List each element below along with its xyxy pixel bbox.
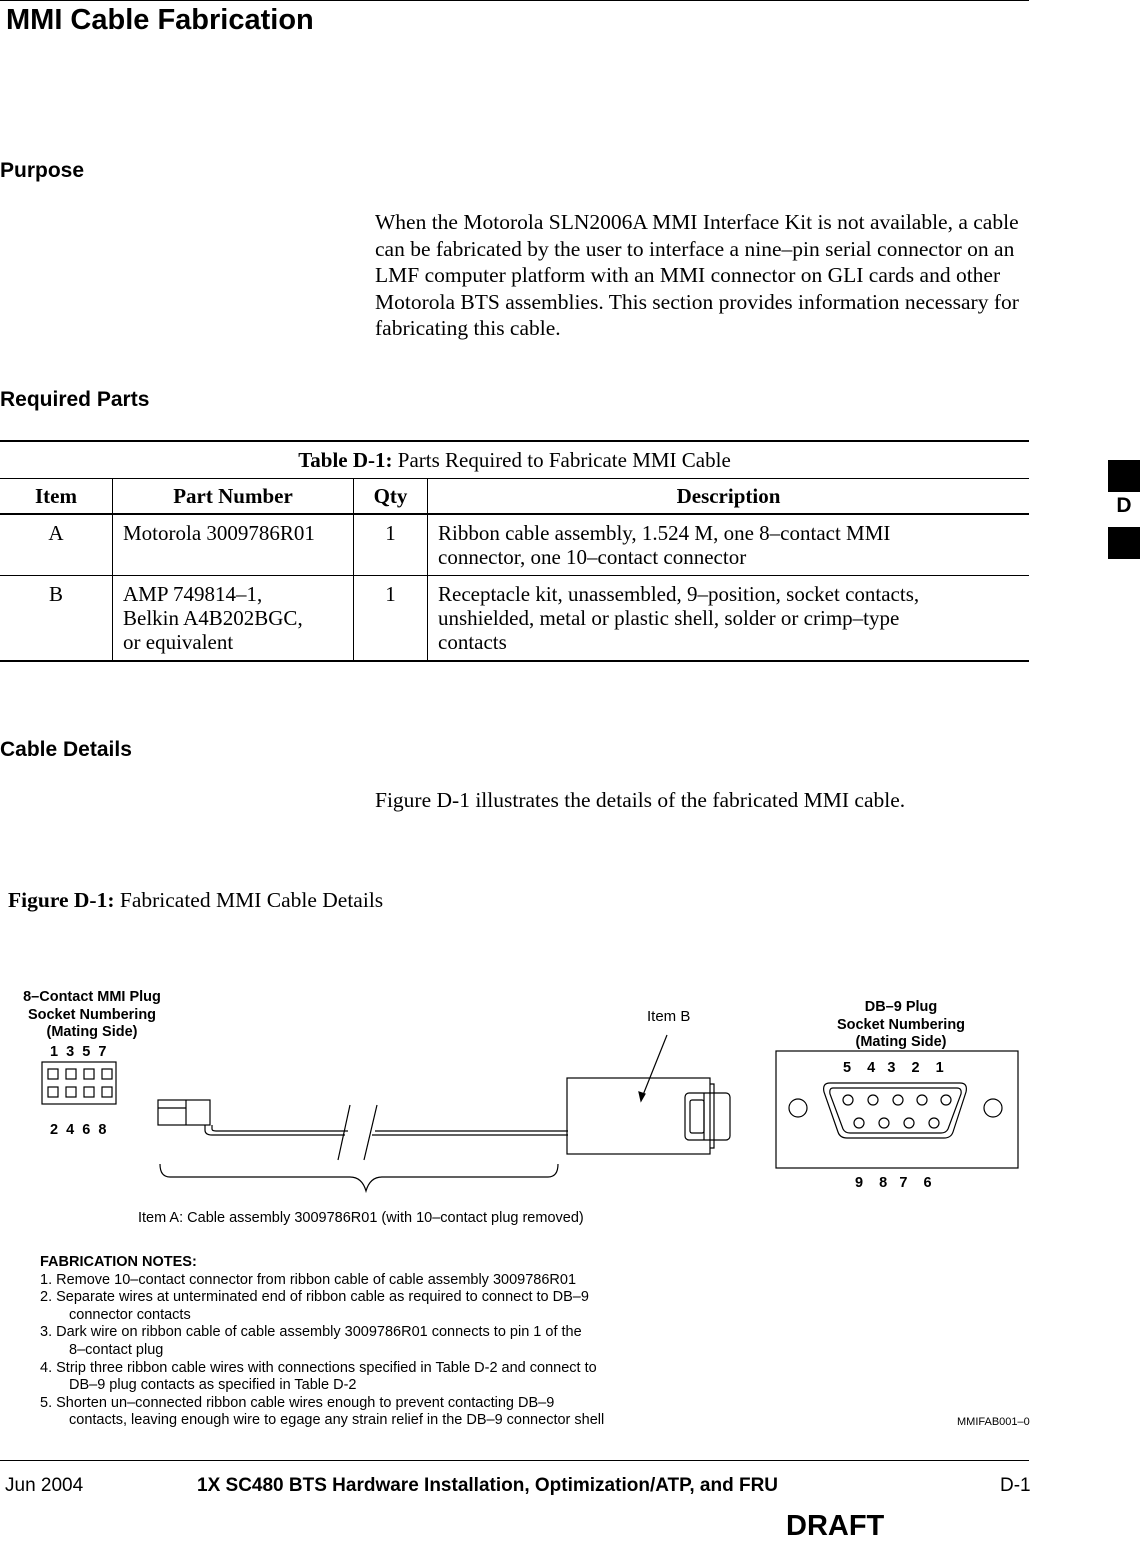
mmi-bottom-pin-numbers: 2 4 6 8: [50, 1122, 107, 1138]
table-header-item: Item: [0, 479, 113, 515]
footer-date: Jun 2004: [5, 1475, 84, 1496]
cable-break-mark: [338, 1105, 350, 1160]
mmi-top-pin-numbers: 1 3 5 7: [50, 1044, 107, 1060]
mmi-socket: [84, 1087, 94, 1097]
side-tab-letter: D: [1116, 494, 1132, 517]
label-line: 8–Contact MMI Plug: [23, 989, 161, 1005]
db9-socket: [941, 1095, 951, 1105]
side-tab-top: [1108, 460, 1140, 492]
note-line: 4. Strip three ribbon cable wires with connections specified in Table D-2 and connect to: [40, 1359, 597, 1376]
table-header-qty: Qty: [354, 479, 428, 515]
part-line: Belkin A4B202BGC,: [123, 606, 303, 630]
db9-socket: [904, 1118, 914, 1128]
db9-shell: [567, 1078, 710, 1154]
table-cell-qty: 1: [354, 576, 428, 662]
table-caption-text: Parts Required to Fabricate MMI Cable: [397, 448, 731, 472]
db9-socket: [868, 1095, 878, 1105]
label-line: Socket Numbering: [27, 1006, 157, 1023]
mmi-plug-label: [4, 989, 180, 1042]
mmi-plug-outline: [42, 1062, 116, 1104]
table-cell-item: A: [0, 514, 113, 576]
purpose-paragraph: When the Motorola SLN2006A MMI Interface Kit is not available, a cable can be fabricated by the user to interface a nine–pin serial connector on an LMF computer platform with an MMI connector on GLI cards and other Motorola BTS assemblies. This section provides information necessary for fabricating this cable.: [375, 210, 1019, 340]
table-cell-part-number: [113, 576, 354, 662]
table-cell-description: [428, 576, 1030, 662]
table-row: [0, 514, 1029, 576]
note-line: DB–9 plug contacts as specified in Table D-2: [69, 1377, 357, 1394]
notes-title: FABRICATION NOTES:: [40, 1254, 197, 1270]
page-title: MMI Cable Fabrication: [6, 4, 314, 36]
figure-id: MMIFAB001–0: [957, 1416, 1030, 1428]
table-cell-qty: 1: [354, 514, 428, 576]
item-b-label: Item B: [647, 1008, 691, 1025]
mmi-socket: [102, 1087, 112, 1097]
label-line: (Mating Side): [46, 1024, 138, 1040]
cable-end-connector: [158, 1100, 210, 1125]
footer-title: 1X SC480 BTS Hardware Installation, Optimization/ATP, and FRU: [197, 1475, 779, 1496]
part-line: or equivalent: [123, 630, 234, 654]
parts-table: [0, 440, 1029, 662]
mmi-socket: [102, 1069, 112, 1079]
figure-caption-label: Figure D-1:: [8, 888, 115, 912]
db9-mount-hole: [789, 1099, 807, 1117]
section-heading-required-parts: Required Parts: [0, 388, 150, 411]
table-row: [0, 576, 1029, 662]
label-line: DB–9 Plug: [864, 999, 938, 1015]
desc-line: connector, one 10–contact connector: [438, 545, 747, 569]
desc-line: contacts: [438, 630, 507, 654]
header-rule: [0, 0, 1029, 1]
note-line: 2. Separate wires at unterminated end of ribbon cable as required to connect to DB–9: [40, 1289, 589, 1306]
table-caption: [0, 441, 1029, 479]
section-heading-purpose: Purpose: [0, 159, 85, 182]
db9-plug-label: [818, 999, 984, 1052]
draft-watermark: DRAFT: [786, 1510, 885, 1542]
mmi-socket: [48, 1087, 58, 1097]
label-line: Socket Numbering: [836, 1016, 966, 1033]
db9-socket: [929, 1118, 939, 1128]
mmi-socket: [84, 1069, 94, 1079]
footer-page-number: D-1: [1000, 1475, 1031, 1496]
note-line: 3. Dark wire on ribbon cable of cable assembly 3009786R01 connects to pin 1 of the: [40, 1324, 582, 1341]
note-line: 8–contact plug: [69, 1341, 164, 1358]
label-line: (Mating Side): [855, 1034, 947, 1050]
note-line: connector contacts: [69, 1306, 191, 1323]
cable-break-mark: [364, 1105, 377, 1160]
db9-socket: [879, 1118, 889, 1128]
footer-rule: [0, 1460, 1029, 1461]
part-line: Motorola 3009786R01: [123, 521, 315, 545]
db9-socket: [893, 1095, 903, 1105]
db9-socket: [917, 1095, 927, 1105]
mmi-socket: [66, 1069, 76, 1079]
db9-bottom-pin-numbers: 9 8 7 6: [855, 1175, 932, 1191]
db9-d-shape: [824, 1083, 967, 1138]
figure-caption-text: Fabricated MMI Cable Details: [119, 888, 384, 912]
db9-top-pin-numbers: 5 4 3 2 1: [843, 1060, 944, 1076]
part-line: AMP 749814–1,: [123, 582, 263, 606]
table-cell-item: B: [0, 576, 113, 662]
table-header-description: Description: [428, 479, 1030, 515]
section-heading-cable-details: Cable Details: [0, 738, 132, 761]
table-cell-description: [428, 514, 1030, 576]
note-line: 5. Shorten un–connected ribbon cable wires enough to prevent contacting DB–9: [40, 1394, 555, 1411]
note-line: 1. Remove 10–contact connector from ribbon cable of cable assembly 3009786R01: [40, 1271, 577, 1288]
figure-caption: [8, 888, 383, 913]
mmi-socket: [66, 1087, 76, 1097]
side-tab-bottom: [1108, 527, 1140, 559]
db9-socket: [843, 1095, 853, 1105]
db9-socket: [854, 1118, 864, 1128]
desc-line: unshielded, metal or plastic shell, solder or crimp–type: [438, 606, 900, 630]
item-b-pointer: [641, 1035, 667, 1100]
item-a-brace: [160, 1164, 558, 1191]
cable-details-paragraph: Figure D-1 illustrates the details of the fabricated MMI cable.: [375, 788, 906, 812]
desc-line: Receptacle kit, unassembled, 9–position, socket contacts,: [438, 582, 920, 606]
desc-line: Ribbon cable assembly, 1.524 M, one 8–contact MMI: [438, 521, 891, 545]
note-line: contacts, leaving enough wire to egage any strain relief in the DB–9 connector shell: [69, 1412, 605, 1429]
table-cell-part-number: [113, 514, 354, 576]
ribbon-cable: [205, 1125, 568, 1135]
mmi-socket: [48, 1069, 58, 1079]
item-a-label: Item A: Cable assembly 3009786R01 (with 10–contact plug removed): [138, 1210, 584, 1226]
table-header-part-number: Part Number: [113, 479, 354, 515]
db9-mount-hole: [984, 1099, 1002, 1117]
table-caption-label: Table D-1:: [298, 448, 393, 472]
fabrication-notes: [40, 1254, 604, 1430]
